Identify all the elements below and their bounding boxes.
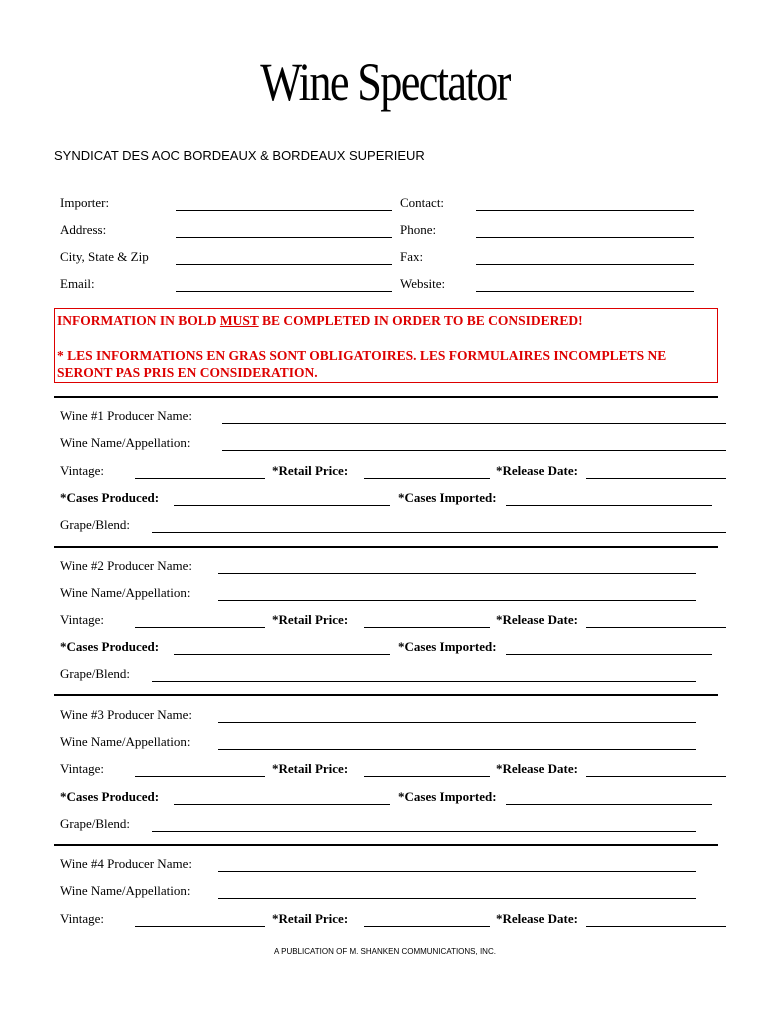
wine-4-retail-label: *Retail Price: [272,911,349,926]
email-label: Email: [60,276,95,291]
wine-2-cases-produced-label: *Cases Produced: [60,639,160,654]
wine-1-producer-label: Wine #1 Producer Name: [60,408,192,423]
notice-french: * LES INFORMATIONS EN GRAS SONT OBLIGATOIRES. LES FORMULAIRES INCOMPLETS NE SERONT PAS PRIS EN CONSIDERATION. [57,348,667,380]
wine-2-retail-label: *Retail Price: [272,612,349,627]
city-label: City, State & Zip [60,249,149,264]
wine-2-vintage-label: Vintage: [60,612,104,627]
wine-2-release-label: *Release Date: [496,612,578,627]
wine-2-producer-label: Wine #2 Producer Name: [60,558,192,573]
wine-4-name-field[interactable] [218,898,696,899]
fax-field[interactable] [476,264,694,265]
wine-1-grape-field[interactable] [152,532,726,533]
wine-2-vintage-field[interactable] [135,627,265,628]
address-field[interactable] [176,237,392,238]
city-field[interactable] [176,264,392,265]
wine-1-retail-field[interactable] [364,478,490,479]
wine-1-retail-label: *Retail Price: [272,463,349,478]
required-notice-box [54,308,718,383]
importer-field[interactable] [176,210,392,211]
wine-3-producer-label: Wine #3 Producer Name: [60,707,192,722]
wine-2-name-field[interactable] [218,600,696,601]
wine-1-name-field[interactable] [222,450,726,451]
wine-3-producer-field[interactable] [218,722,696,723]
wine-3-retail-field[interactable] [364,776,490,777]
phone-label: Phone: [400,222,437,237]
fax-label: Fax: [400,249,424,264]
wine-4-producer-label: Wine #4 Producer Name: [60,856,192,871]
publication-footer: A PUBLICATION OF M. SHANKEN COMMUNICATIONS, INC. [274,947,496,956]
wine-1-grape-label: Grape/Blend: [60,517,131,532]
wine-2-grape-label: Grape/Blend: [60,666,131,681]
website-label: Website: [400,276,446,291]
wine-3-vintage-field[interactable] [135,776,265,777]
wine-2-cases-produced-field[interactable] [174,654,390,655]
wine-1-cases-imported-label: *Cases Imported: [398,490,497,505]
wine-4-release-label: *Release Date: [496,911,578,926]
wine-3-grape-label: Grape/Blend: [60,816,131,831]
wine-1-vintage-field[interactable] [135,478,265,479]
notice-english [57,312,715,329]
wine-2-grape-field[interactable] [152,681,696,682]
section-divider [54,396,718,398]
wine-1-producer-field[interactable] [222,423,726,424]
wine-1-name-label: Wine Name/Appellation: [60,435,191,450]
wine-1-cases-imported-field[interactable] [506,505,712,506]
wine-3-cases-imported-label: *Cases Imported: [398,789,497,804]
wine-4-name-label: Wine Name/Appellation: [60,883,191,898]
email-field[interactable] [176,291,392,292]
wine-1-cases-produced-field[interactable] [174,505,390,506]
wine-3-name-label: Wine Name/Appellation: [60,734,191,749]
wine-2-retail-field[interactable] [364,627,490,628]
wine-4-vintage-field[interactable] [135,926,265,927]
wine-3-name-field[interactable] [218,749,696,750]
section-divider [54,546,718,548]
section-divider [54,844,718,846]
wine-3-grape-field[interactable] [152,831,696,832]
wine-1-cases-produced-label: *Cases Produced: [60,490,160,505]
wine-2-name-label: Wine Name/Appellation: [60,585,191,600]
wine-1-release-label: *Release Date: [496,463,578,478]
wine-1-release-field[interactable] [586,478,726,479]
wine-1-vintage-label: Vintage: [60,463,104,478]
organization-title: SYNDICAT DES AOC BORDEAUX & BORDEAUX SUPERIEUR [54,148,425,163]
notice-must: MUST [219,313,259,328]
wine-2-cases-imported-field[interactable] [506,654,712,655]
wine-3-release-field[interactable] [586,776,726,777]
contact-label: Contact: [400,195,445,210]
wine-2-release-field[interactable] [586,627,726,628]
wine-3-cases-produced-field[interactable] [174,804,390,805]
phone-field[interactable] [476,237,694,238]
wine-2-cases-imported-label: *Cases Imported: [398,639,497,654]
website-field[interactable] [476,291,694,292]
notice-line1-post: BE COMPLETED IN ORDER TO BE CONSIDERED! [258,313,583,328]
wine-4-vintage-label: Vintage: [60,911,104,926]
wine-4-producer-field[interactable] [218,871,696,872]
wine-4-retail-field[interactable] [364,926,490,927]
wine-3-retail-label: *Retail Price: [272,761,349,776]
wine-4-release-field[interactable] [586,926,726,927]
wine-3-release-label: *Release Date: [496,761,578,776]
address-label: Address: [60,222,107,237]
notice-line1-pre: INFORMATION IN BOLD [57,313,220,328]
wine-3-cases-produced-label: *Cases Produced: [60,789,160,804]
wine-2-producer-field[interactable] [218,573,696,574]
contact-field[interactable] [476,210,694,211]
wine-3-cases-imported-field[interactable] [506,804,712,805]
section-divider [54,694,718,696]
wine-spectator-logo: Wine Spectator [260,52,510,112]
wine-3-vintage-label: Vintage: [60,761,104,776]
importer-label: Importer: [60,195,110,210]
